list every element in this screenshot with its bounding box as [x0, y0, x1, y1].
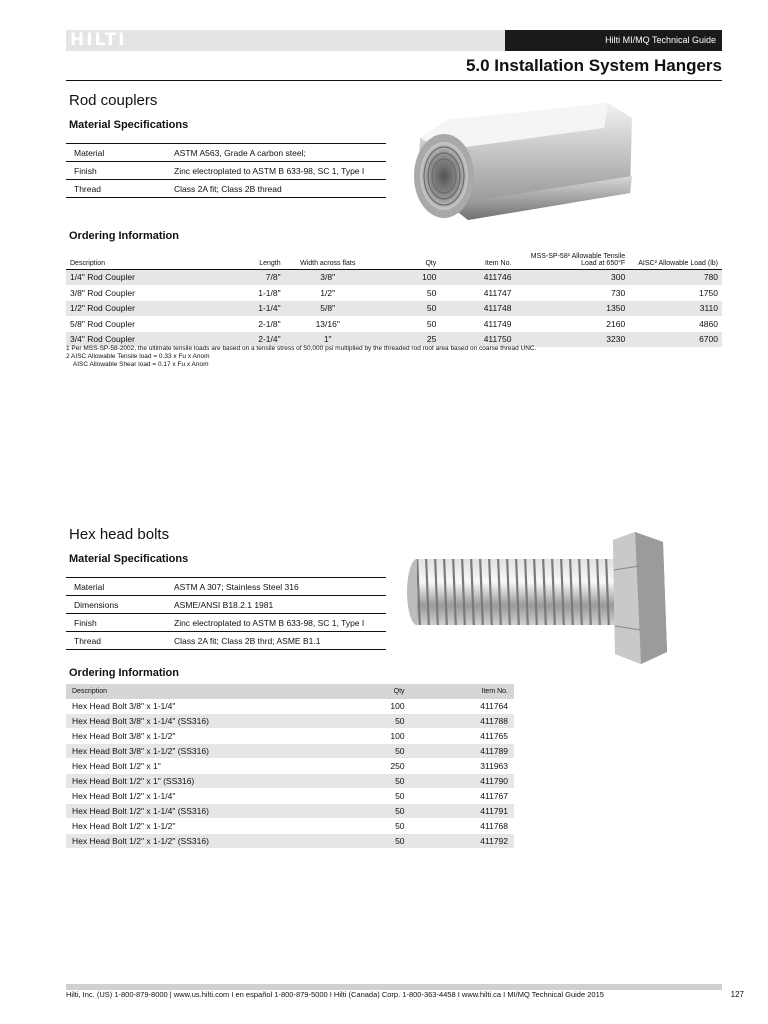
hex-ordering-heading: Ordering Information — [69, 667, 179, 679]
col-qty: Qty — [371, 245, 441, 270]
cell-width: 1/2" — [285, 285, 371, 301]
cell-width: 13/16" — [285, 316, 371, 332]
rod-material-heading: Material Specifications — [69, 119, 189, 131]
cell-desc: Hex Head Bolt 1/2" x 1" (SS316) — [66, 774, 360, 789]
spec-key: Material — [66, 578, 166, 596]
cell-desc: Hex Head Bolt 3/8" x 1-1/4" — [66, 699, 360, 714]
cell-aisc: 4860 — [629, 316, 722, 332]
footnote: AISC Allowable Shear load = 0.17 x Fu x Anom — [66, 361, 209, 368]
cell-aisc: 1750 — [629, 285, 722, 301]
cell-qty: 50 — [360, 744, 410, 759]
cell-qty: 50 — [360, 789, 410, 804]
table-row — [66, 316, 722, 332]
guide-title: Hilti MI/MQ Technical Guide — [505, 30, 722, 51]
col-width: Width across flats — [285, 245, 371, 270]
cell-length: 2-1/4" — [218, 332, 284, 348]
cell-desc: Hex Head Bolt 3/8" x 1-1/2" — [66, 729, 360, 744]
cell-item: 311963 — [411, 759, 514, 774]
cell-length: 1-1/4" — [218, 301, 284, 317]
hex-material-heading: Material Specifications — [69, 553, 189, 565]
cell-mss: 730 — [515, 285, 629, 301]
cell-item: 411747 — [440, 285, 515, 301]
col-description: Description — [66, 245, 218, 270]
cell-width: 5/8" — [285, 301, 371, 317]
table-row — [66, 699, 514, 714]
table-header-row — [66, 245, 722, 270]
cell-item: 411746 — [440, 270, 515, 286]
spec-key: Thread — [66, 180, 166, 198]
spec-row — [66, 596, 386, 614]
footnote: 2 AISC Allowable Tensile load = 0.33 x Fu x Anom — [66, 353, 210, 360]
rod-spec-table — [66, 143, 386, 198]
hex-ordering-table — [66, 684, 514, 849]
col-aisc: AISC² Allowable Load (lb) — [629, 245, 722, 270]
cell-item: 411788 — [411, 714, 514, 729]
spec-row — [66, 144, 386, 162]
col-length: Length — [218, 245, 284, 270]
header-rule — [66, 80, 722, 81]
table-row — [66, 301, 722, 317]
cell-desc: Hex Head Bolt 1/2" x 1-1/2" (SS316) — [66, 834, 360, 849]
spec-value: Class 2A fit; Class 2B thrd; ASME B1.1 — [166, 632, 386, 650]
hex-spec-table — [66, 577, 386, 650]
cell-desc: 1/4" Rod Coupler — [66, 270, 218, 286]
spec-key: Thread — [66, 632, 166, 650]
cell-desc: 5/8" Rod Coupler — [66, 316, 218, 332]
table-row — [66, 729, 514, 744]
cell-aisc: 780 — [629, 270, 722, 286]
spec-key: Finish — [66, 614, 166, 632]
footnote: 1 Per MSS-SP-58-2002, the ultimate tensile loads are based on a tensile stress of 50,000 psi multiplied by the threaded rod root area based on coarse thread UNC. — [66, 345, 537, 352]
cell-length: 2-1/8" — [218, 316, 284, 332]
cell-qty: 100 — [371, 270, 441, 286]
cell-item: 411765 — [411, 729, 514, 744]
cell-desc: Hex Head Bolt 1/2" x 1-1/4" — [66, 789, 360, 804]
col-mss: MSS-SP-58¹ Allowable Tensile Load at 650°F — [515, 245, 629, 270]
spec-value: Zinc electroplated to ASTM B 633-98, SC 1, Type I — [166, 162, 386, 180]
cell-desc: 3/4" Rod Coupler — [66, 332, 218, 348]
hex-bolt-image — [405, 530, 670, 668]
spec-value: ASTM A563, Grade A carbon steel; — [166, 144, 386, 162]
cell-item: 411790 — [411, 774, 514, 789]
spec-key: Dimensions — [66, 596, 166, 614]
cell-item: 411764 — [411, 699, 514, 714]
table-row — [66, 774, 514, 789]
cell-desc: Hex Head Bolt 1/2" x 1-1/4" (SS316) — [66, 804, 360, 819]
cell-desc: 1/2" Rod Coupler — [66, 301, 218, 317]
cell-length: 7/8" — [218, 270, 284, 286]
cell-aisc: 6700 — [629, 332, 722, 348]
spec-row — [66, 614, 386, 632]
section-title: 5.0 Installation System Hangers — [465, 56, 722, 75]
rod-coupler-image — [408, 98, 638, 230]
spec-value: ASME/ANSI B18.2.1 1981 — [166, 596, 386, 614]
rod-couplers-title: Rod couplers — [69, 92, 158, 109]
cell-desc: 3/8" Rod Coupler — [66, 285, 218, 301]
cell-qty: 50 — [360, 714, 410, 729]
cell-mss: 2160 — [515, 316, 629, 332]
cell-qty: 50 — [360, 804, 410, 819]
spec-row — [66, 180, 386, 198]
col-description: Description — [66, 684, 360, 699]
spec-value: Class 2A fit; Class 2B thread — [166, 180, 386, 198]
cell-item: 411768 — [411, 819, 514, 834]
spec-key: Material — [66, 144, 166, 162]
hilti-logo: HILTI — [70, 30, 127, 50]
cell-aisc: 3110 — [629, 301, 722, 317]
cell-qty: 100 — [360, 729, 410, 744]
spec-value: Zinc electroplated to ASTM B 633-98, SC 1, Type I — [166, 614, 386, 632]
spec-row — [66, 578, 386, 596]
table-row — [66, 285, 722, 301]
spec-row — [66, 632, 386, 650]
cell-item: 411767 — [411, 789, 514, 804]
rod-ordering-table — [66, 245, 722, 348]
table-row — [66, 789, 514, 804]
spec-key: Finish — [66, 162, 166, 180]
cell-item: 411792 — [411, 834, 514, 849]
cell-qty: 50 — [360, 819, 410, 834]
table-row — [66, 834, 514, 849]
col-qty: Qty — [360, 684, 410, 699]
cell-mss: 3230 — [515, 332, 629, 348]
cell-mss: 300 — [515, 270, 629, 286]
cell-qty: 50 — [371, 301, 441, 317]
spec-value: ASTM A 307; Stainless Steel 316 — [166, 578, 386, 596]
cell-length: 1-1/8" — [218, 285, 284, 301]
cell-qty: 50 — [371, 285, 441, 301]
table-row — [66, 804, 514, 819]
cell-item: 411748 — [440, 301, 515, 317]
table-row — [66, 744, 514, 759]
table-row — [66, 714, 514, 729]
col-item: Item No. — [411, 684, 514, 699]
cell-desc: Hex Head Bolt 3/8" x 1-1/4" (SS316) — [66, 714, 360, 729]
cell-item: 411750 — [440, 332, 515, 348]
cell-desc: Hex Head Bolt 1/2" x 1-1/2" — [66, 819, 360, 834]
spec-row — [66, 162, 386, 180]
cell-item: 411749 — [440, 316, 515, 332]
table-row — [66, 759, 514, 774]
page-number: 127 — [730, 990, 744, 999]
cell-desc: Hex Head Bolt 3/8" x 1-1/2" (SS316) — [66, 744, 360, 759]
cell-qty: 50 — [360, 774, 410, 789]
cell-item: 411789 — [411, 744, 514, 759]
cell-width: 1" — [285, 332, 371, 348]
cell-desc: Hex Head Bolt 1/2" x 1" — [66, 759, 360, 774]
cell-qty: 25 — [371, 332, 441, 348]
footer-text: Hilti, Inc. (US) 1-800-879-8000 | www.us.hilti.com I en español 1-800-879-5000 I Hilti (Canada) Corp. 1-800-363-4458 I www.hilti.ca I MI/MQ Technical Guide 2015 — [66, 990, 604, 999]
footnotes — [66, 345, 536, 369]
hex-bolts-title: Hex head bolts — [69, 526, 170, 543]
cell-qty: 50 — [360, 834, 410, 849]
table-row — [66, 819, 514, 834]
cell-item: 411791 — [411, 804, 514, 819]
cell-mss: 1350 — [515, 301, 629, 317]
table-row — [66, 270, 722, 286]
rod-ordering-heading: Ordering Information — [69, 230, 179, 242]
cell-width: 3/8" — [285, 270, 371, 286]
col-item: Item No. — [440, 245, 515, 270]
cell-qty: 100 — [360, 699, 410, 714]
cell-qty: 250 — [360, 759, 410, 774]
table-header-row — [66, 684, 514, 699]
cell-qty: 50 — [371, 316, 441, 332]
